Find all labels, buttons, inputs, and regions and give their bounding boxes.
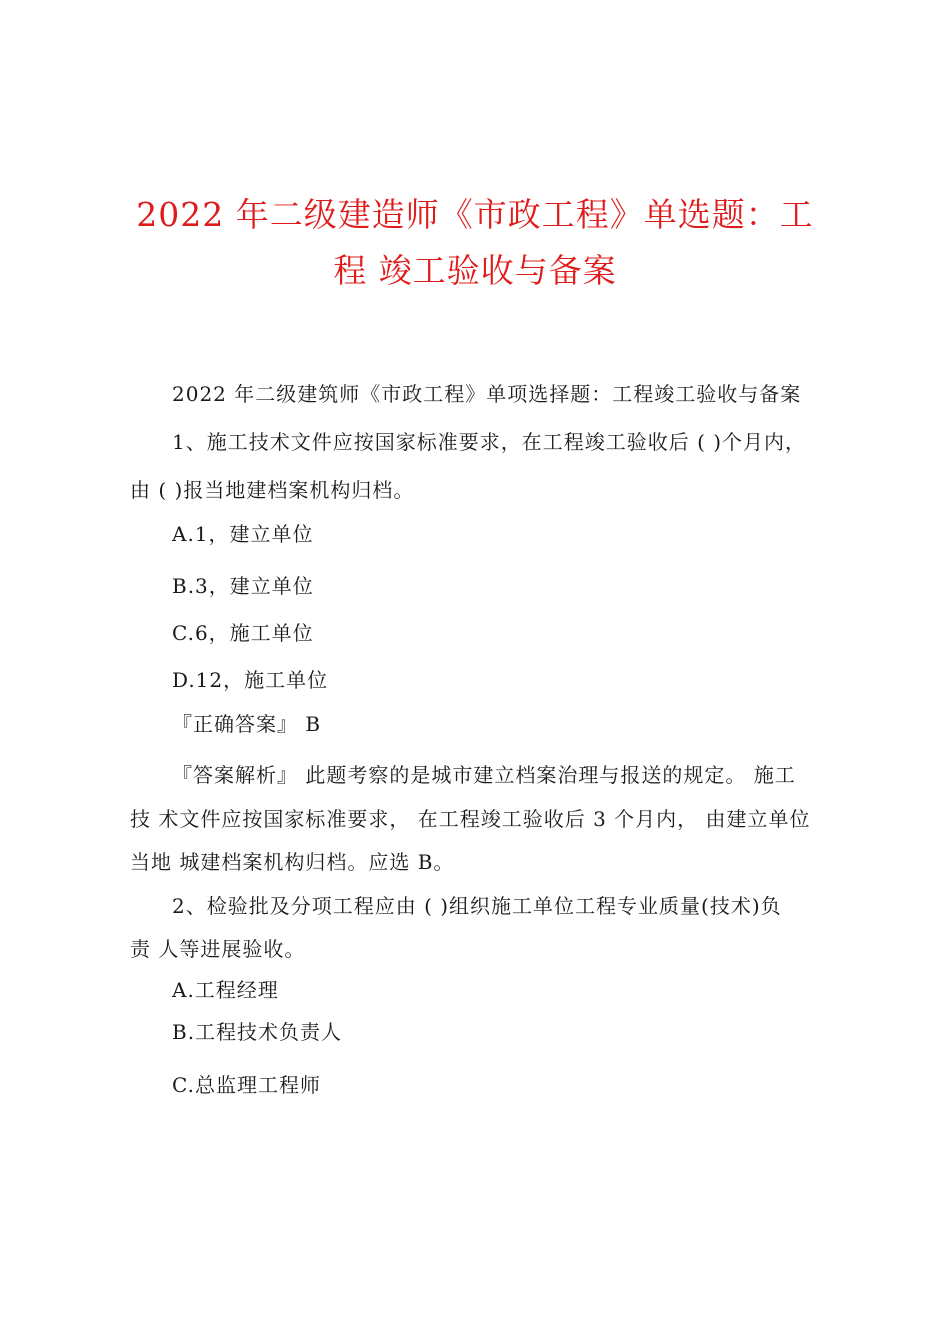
question-2-line-1: 2、检验批及分项工程应由 ( )组织施工单位工程专业质量(技术)负 [172,894,782,918]
question-1-option-c: C.6，施工单位 [172,621,314,645]
question-1-analysis-line-3: 当地 城建档案机构归档。应选 B。 [130,850,455,874]
question-1-line-2: 由 ( )报当地建档案机构归档。 [130,478,415,502]
question-1-line-1: 1、施工技术文件应按国家标准要求，在工程竣工验收后 ( )个月内， [172,430,807,454]
question-1-option-d: D.12，施工单位 [172,668,329,692]
question-2-option-c: C.总监理工程师 [172,1073,321,1097]
question-1-answer: 『正确答案』 B [172,712,322,736]
question-1-analysis-line-2: 技 术文件应按国家标准要求， 在工程竣工验收后 3 个月内， 由建立单位 [130,807,811,831]
question-2-line-2: 责 人等进展验收。 [130,937,306,961]
question-1-option-b: B.3，建立单位 [172,574,314,598]
question-1-option-a: A.1，建立单位 [172,522,314,546]
document-title-line-1: 2022 年二级建造师《市政工程》单选题：工 [136,195,814,234]
intro-line: 2022 年二级建筑师《市政工程》单项选择题：工程竣工验收与备案 [172,382,802,406]
question-2-option-b: B.工程技术负责人 [172,1020,343,1044]
document-title-line-2: 程 竣工验收与备案 [333,251,617,290]
question-2-option-a: A.工程经理 [172,978,279,1002]
question-1-analysis-line-1: 『答案解析』 此题考察的是城市建立档案治理与报送的规定。 施工 [172,763,796,787]
